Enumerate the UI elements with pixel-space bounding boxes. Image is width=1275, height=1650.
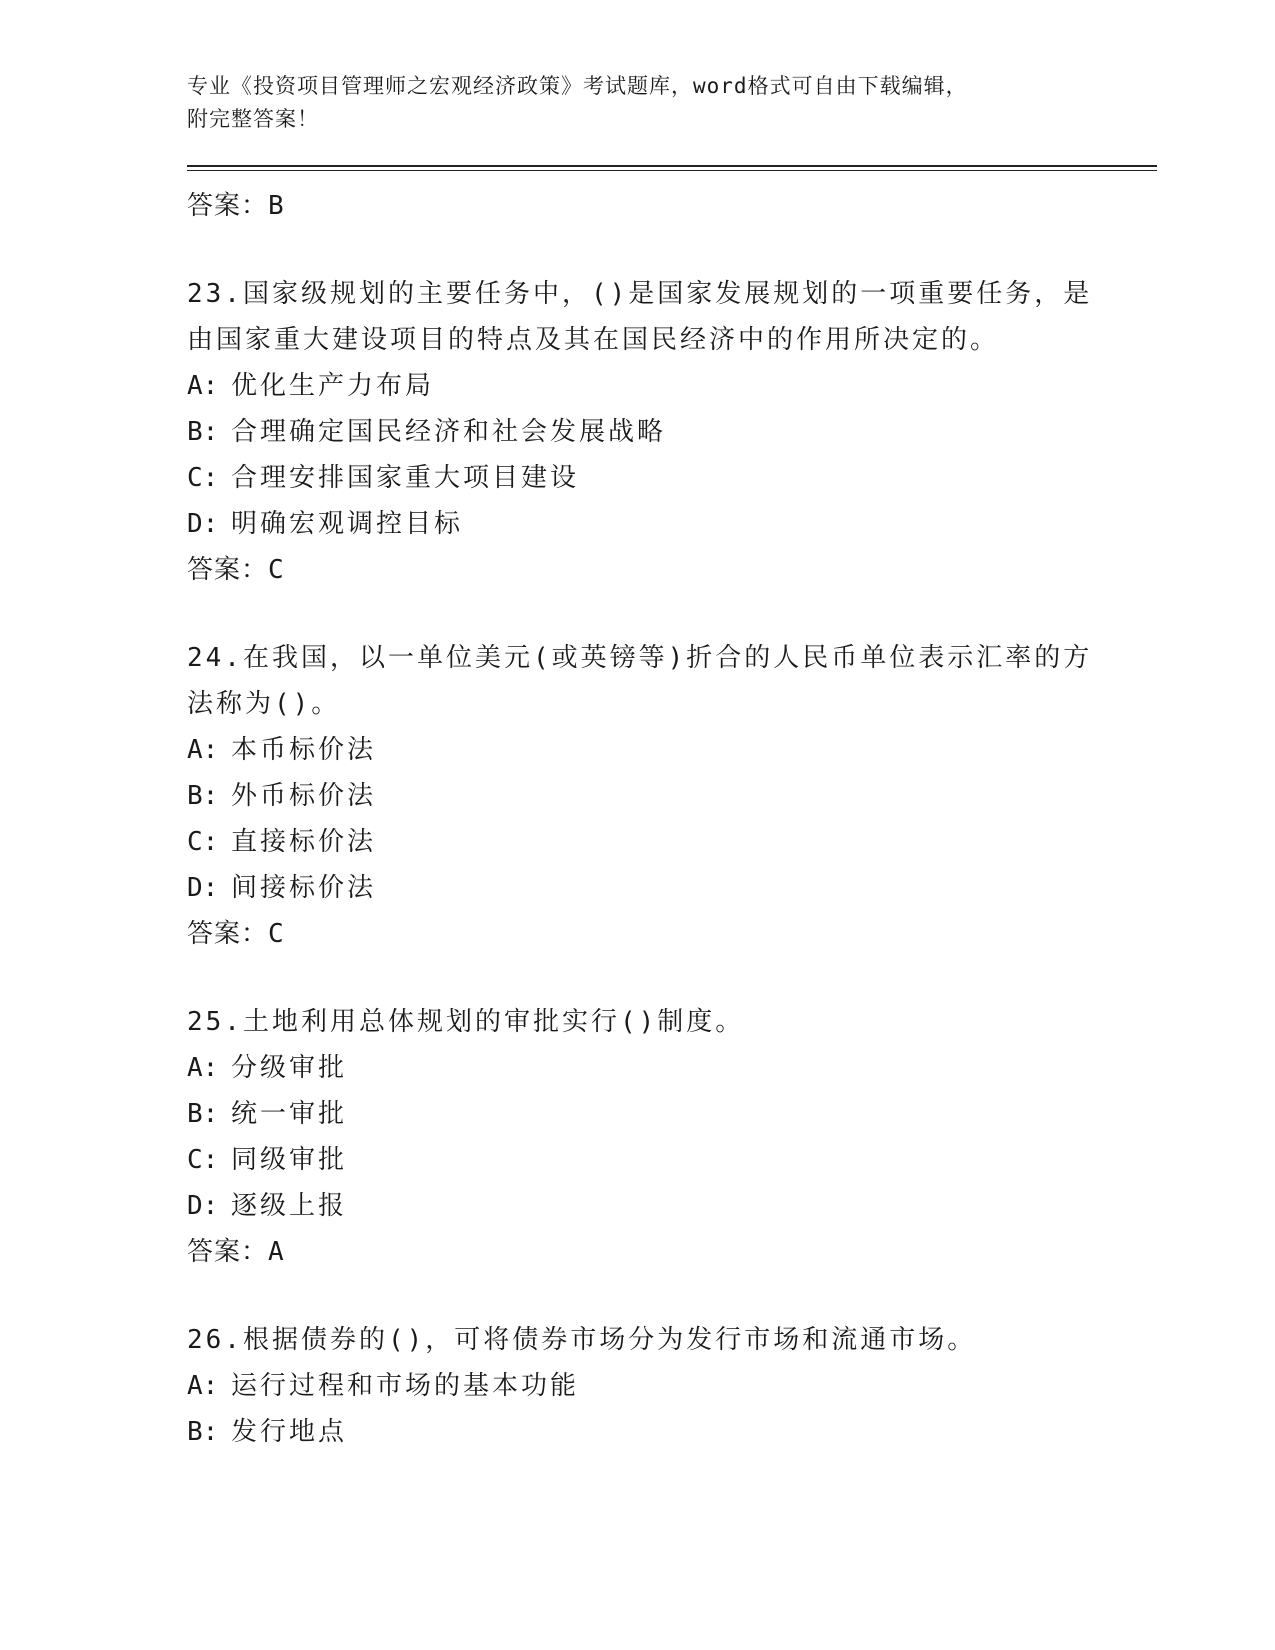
option-text: 外币标价法 <box>231 781 377 811</box>
option-key: A: <box>187 735 219 765</box>
option-a <box>187 1363 1157 1409</box>
question-stem-line: 26.根据债券的()，可将债券市场分为发行市场和流通市场。 <box>187 1325 977 1355</box>
option-key: D: <box>187 509 219 539</box>
option-d <box>187 865 1157 911</box>
question-stem-line: 24.在我国，以一单位美元(或英镑等)折合的人民币单位表示汇率的方 <box>187 643 1093 673</box>
option-b <box>187 1091 1157 1137</box>
option-key: B: <box>187 1417 219 1447</box>
answer-line: 答案：B <box>187 191 285 221</box>
document-header-line-1: 专业《投资项目管理师之宏观经济政策》考试题库，word格式可自由下载编辑， <box>187 74 968 98</box>
option-text: 合理确定国民经济和社会发展战略 <box>231 417 667 447</box>
question-stem-line: 25.土地利用总体规划的审批实行()制度。 <box>187 1007 745 1037</box>
question-stem-line: 23.国家级规划的主要任务中，()是国家发展规划的一项重要任务，是 <box>187 279 1093 309</box>
option-d <box>187 1183 1157 1229</box>
question-23 <box>187 271 1157 593</box>
option-key: C: <box>187 1145 219 1175</box>
question-25 <box>187 999 1157 1275</box>
option-key: B: <box>187 781 219 811</box>
option-a <box>187 1045 1157 1091</box>
option-text: 统一审批 <box>231 1099 348 1129</box>
option-text: 同级审批 <box>231 1145 348 1175</box>
option-text: 分级审批 <box>231 1053 348 1083</box>
option-text: 运行过程和市场的基本功能 <box>231 1371 580 1401</box>
option-key: A: <box>187 1053 219 1083</box>
question-stem-line: 由国家重大建设项目的特点及其在国民经济中的作用所决定的。 <box>187 325 1000 355</box>
option-key: B: <box>187 417 219 447</box>
question-26 <box>187 1317 1157 1455</box>
option-a <box>187 727 1157 773</box>
option-text: 优化生产力布局 <box>231 371 435 401</box>
option-d <box>187 501 1157 547</box>
document-header-line-2: 附完整答案！ <box>187 107 319 131</box>
option-text: 逐级上报 <box>231 1191 348 1221</box>
answer-line: 答案：C <box>187 919 285 949</box>
option-text: 本币标价法 <box>231 735 377 765</box>
answer-line: 答案：C <box>187 555 285 585</box>
question-24 <box>187 635 1157 957</box>
document-page <box>187 70 1157 1455</box>
option-key: A: <box>187 371 219 401</box>
option-text: 间接标价法 <box>231 873 377 903</box>
header-divider <box>187 165 1157 171</box>
option-key: C: <box>187 463 219 493</box>
option-text: 发行地点 <box>231 1417 348 1447</box>
option-b <box>187 773 1157 819</box>
option-c <box>187 455 1157 501</box>
option-b <box>187 1409 1157 1455</box>
option-key: D: <box>187 873 219 903</box>
option-c <box>187 819 1157 865</box>
option-text: 明确宏观调控目标 <box>231 509 464 539</box>
option-key: A: <box>187 1371 219 1401</box>
option-text: 合理安排国家重大项目建设 <box>231 463 580 493</box>
option-c <box>187 1137 1157 1183</box>
question-stem-line: 法称为()。 <box>187 689 341 719</box>
option-text: 直接标价法 <box>231 827 377 857</box>
option-key: C: <box>187 827 219 857</box>
option-key: D: <box>187 1191 219 1221</box>
answer-line: 答案：A <box>187 1237 285 1267</box>
option-key: B: <box>187 1099 219 1129</box>
option-b <box>187 409 1157 455</box>
option-a <box>187 363 1157 409</box>
